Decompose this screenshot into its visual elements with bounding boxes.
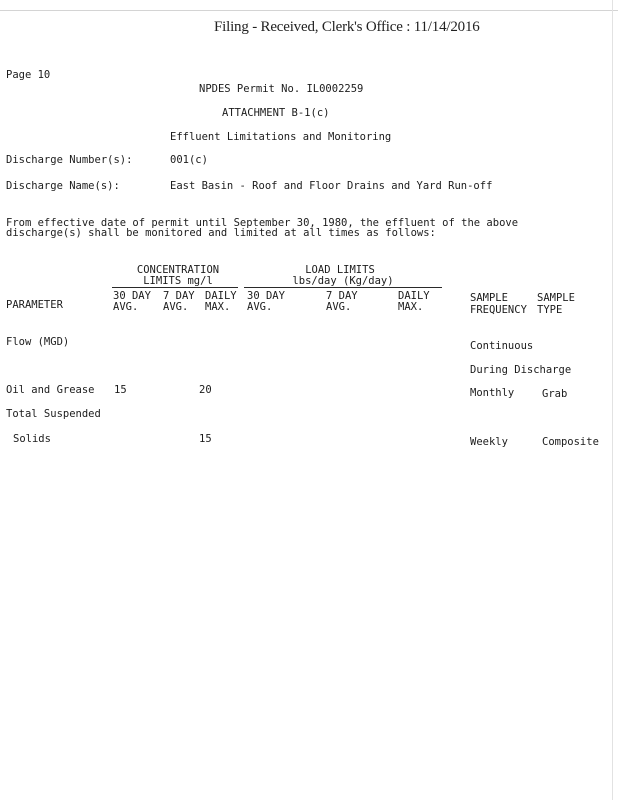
sample-frequency-header: SAMPLE [470,292,508,304]
load-30day-header: 30 DAY [247,290,285,302]
table-row-type: Grab [542,388,568,400]
sample-type-header-2: TYPE [537,304,563,316]
table-row-frequency-2: During Discharge [470,364,572,376]
table-row-parameter: Solids [13,433,51,445]
sample-type-header: SAMPLE [537,292,575,304]
page-number: Page 10 [6,69,51,81]
discharge-number-value: 001(c) [170,154,208,166]
load-30day-header-2: AVG. [247,301,273,313]
discharge-number-label: Discharge Number(s): [6,154,133,166]
concentration-header: CONCENTRATION [136,264,220,276]
parameter-header: PARAMETER [6,299,63,311]
load-daily-header-2: MAX. [398,301,424,313]
table-row-frequency: Monthly [470,387,515,399]
attachment-title: ATTACHMENT B-1(c) [222,107,330,119]
conc-daily-header: DAILY [205,290,237,302]
filing-stamp: Filing - Received, Clerk's Office : 11/14/2016 [214,19,480,35]
intro-line-2: discharge(s) shall be monitored and limited at all times as follows: [6,227,436,239]
table-row-conc-daily: 15 [199,433,212,445]
table-row-parameter: Oil and Grease [6,384,95,396]
conc-30day-header-2: AVG. [113,301,139,313]
load-header: LOAD LIMITS [305,264,375,276]
table-row-parameter: Total Suspended [6,408,101,420]
load-7day-header: 7 DAY [326,290,358,302]
scan-right-edge [612,0,613,800]
discharge-name-label: Discharge Name(s): [6,180,120,192]
table-row-conc-30day: 15 [114,384,127,396]
concentration-units: LIMITS mg/l [143,275,213,287]
load-header-rule [244,287,442,288]
load-daily-header: DAILY [398,290,430,302]
load-7day-header-2: AVG. [326,301,352,313]
table-row-type: Composite [542,436,599,448]
conc-30day-header: 30 DAY [113,290,151,302]
permit-number: NPDES Permit No. IL0002259 [199,83,364,95]
concentration-header-rule [112,287,238,288]
conc-daily-header-2: MAX. [205,301,231,313]
table-row-frequency: Weekly [470,436,508,448]
discharge-name-value: East Basin - Roof and Floor Drains and Yard Run-off [170,180,493,192]
section-title: Effluent Limitations and Monitoring [170,131,392,143]
load-units: lbs/day (Kg/day) [292,275,394,287]
conc-7day-header: 7 DAY [163,290,195,302]
table-row-parameter: Flow (MGD) [6,336,70,348]
intro-line-1: From effective date of permit until September 30, 1980, the effluent of the above [6,217,519,229]
table-row-frequency: Continuous [470,340,534,352]
table-row-conc-daily: 20 [199,384,212,396]
sample-frequency-header-2: FREQUENCY [470,304,527,316]
conc-7day-header-2: AVG. [163,301,189,313]
scan-top-line [0,10,618,11]
